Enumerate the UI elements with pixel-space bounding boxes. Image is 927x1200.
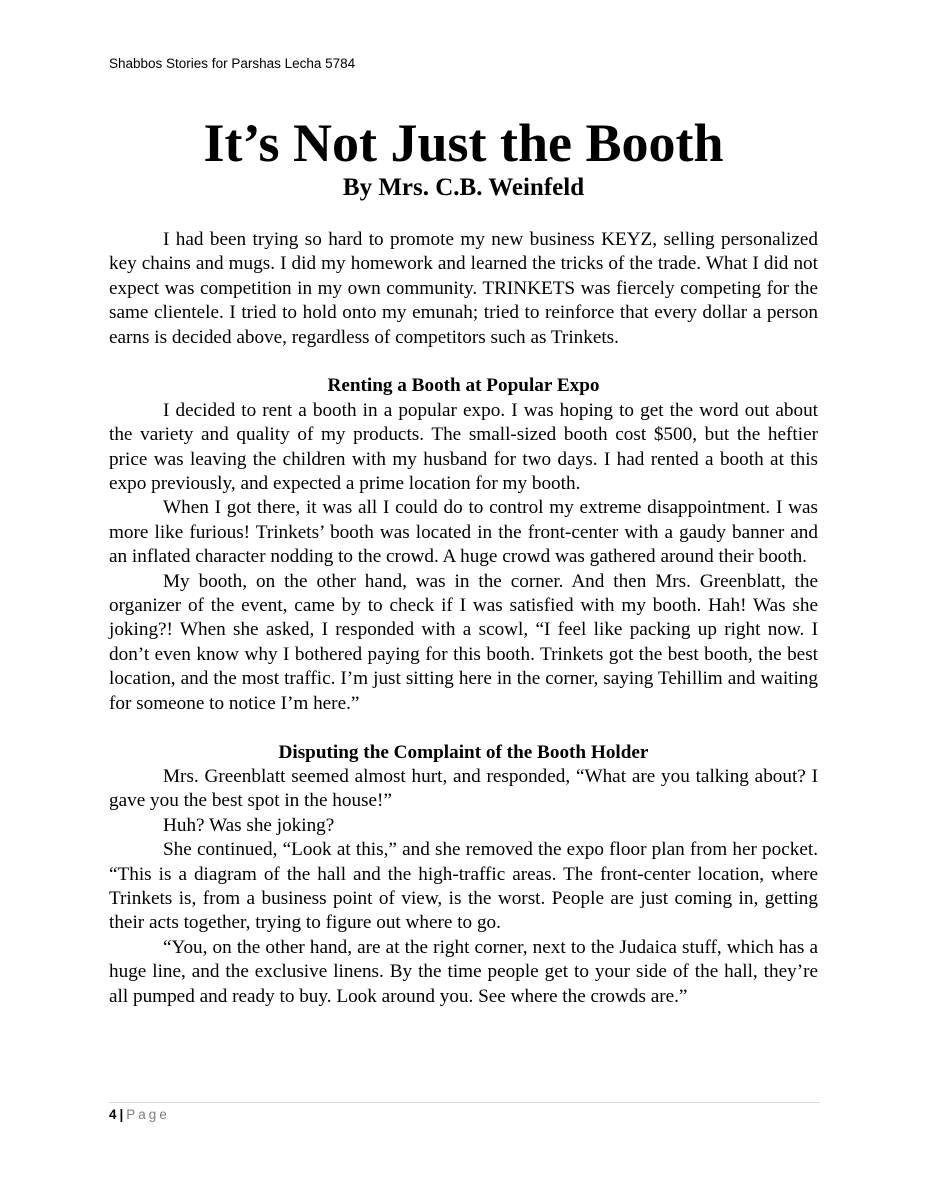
- page-number: 4: [109, 1107, 117, 1122]
- paragraph: “You, on the other hand, are at the right corner, next to the Judaica stuff, which has a huge line, and the exclusive linens. By the time people get to your side of the hall, they’re all pumped and ready to buy. Look around you. See where the crowds are.”: [109, 936, 818, 1007]
- page-footer: [109, 1106, 170, 1124]
- article-body: [109, 228, 818, 1009]
- paragraph: When I got there, it was all I could do to control my extreme disappointment. I was more like furious! Trinkets’ booth was located in the front-center with a gaudy banner and an inflated character nodding to the crowd. A huge crowd was gathered around their booth.: [109, 497, 818, 568]
- article-byline: By Mrs. C.B. Weinfeld: [342, 174, 585, 201]
- section-heading: Disputing the Complaint of the Booth Holder: [278, 741, 649, 763]
- paragraph: I had been trying so hard to promote my new business KEYZ, selling personalized key chains and mugs. I did my homework and learned the tricks of the trade. What I did not expect was competition in my own community. TRINKETS was fiercely competing for the same clientele. I tried to hold onto my emunah; tried to reinforce that every dollar a person earns is decided above, regardless of competitors such as Trinkets.: [109, 229, 818, 348]
- footer-divider: [109, 1102, 820, 1103]
- footer-separator: |: [119, 1107, 124, 1122]
- article-title: It’s Not Just the Booth: [203, 113, 724, 173]
- paragraph: She continued, “Look at this,” and she removed the expo floor plan from her pocket. “This is a diagram of the hall and the high-traffic areas. The front-center location, where Trinkets is, from a business point of view, is the worst. People are just coming in, getting their acts together, trying to figure out where to go.: [109, 839, 818, 934]
- section-heading: Renting a Booth at Popular Expo: [327, 375, 600, 397]
- paragraph: Huh? Was she joking?: [163, 814, 335, 836]
- running-header: Shabbos Stories for Parshas Lecha 5784: [109, 56, 356, 71]
- page-label: Page: [126, 1107, 170, 1122]
- paragraph: My booth, on the other hand, was in the corner. And then Mrs. Greenblatt, the organizer of the event, came by to check if I was satisfied with my booth. Hah! Was she joking?! When she asked, I responded with a scowl, “I feel like packing up right now. I don’t even know why I bothered paying for this booth. Trinkets got the best booth, the best location, and the most traffic. I’m just sitting here in the corner, saying Tehillim and waiting for someone to notice I’m here.”: [109, 570, 818, 714]
- paragraph: Mrs. Greenblatt seemed almost hurt, and responded, “What are you talking about? I gave you the best spot in the house!”: [109, 765, 818, 812]
- paragraph: I decided to rent a booth in a popular expo. I was hoping to get the word out about the variety and quality of my products. The small-sized booth cost $500, but the heftier price was leaving the children with my husband for two days. I had rented a booth at this expo previously, and expected a prime location for my booth.: [109, 399, 818, 495]
